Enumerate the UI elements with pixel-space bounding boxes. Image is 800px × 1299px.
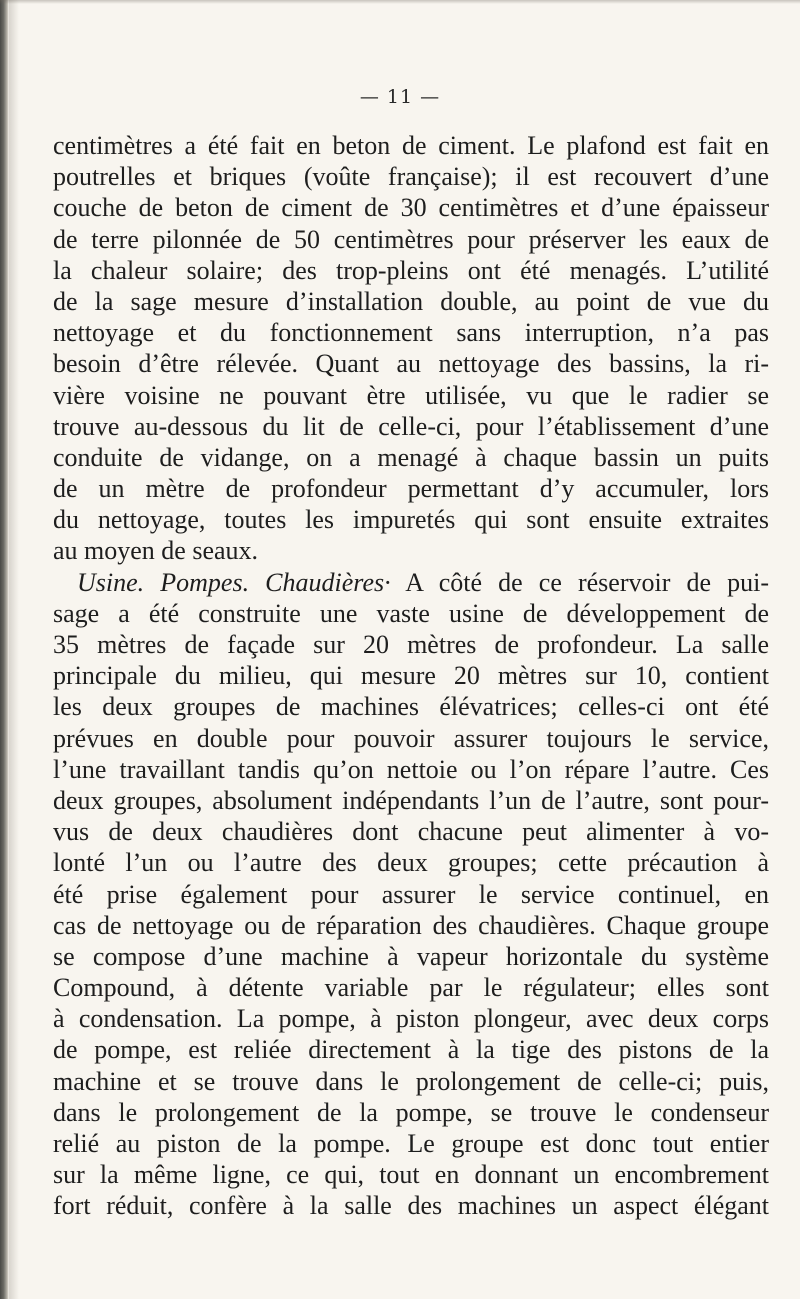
section-heading-line [53, 567, 769, 598]
heading-line-text: A côté de ce réservoir de pui- [405, 567, 769, 597]
paragraph-1 [53, 130, 769, 567]
text-line: de pompe, est reliée directement à la tige des pistons de la [53, 1035, 769, 1065]
text-line: vière voisine ne pouvant ètre utilisée, vu que le radier se [53, 380, 769, 410]
text-line: machine et se trouve dans le prolongement de celle-ci; puis, [53, 1066, 769, 1096]
text-line: au moyen de seaux. [53, 536, 259, 566]
text-line: sage a été construite une vaste usine de développement de [53, 598, 769, 628]
text-line: deux groupes, absolument indépendants l’un de l’autre, sont pour- [53, 785, 769, 815]
text-line: 35 mètres de façade sur 20 mètres de profondeur. La salle [53, 630, 769, 659]
text-line: principale du milieu, qui mesure 20 mètres sur 10, contient [53, 661, 769, 691]
body-text [53, 130, 769, 1222]
binding-shadow [9, 0, 19, 1299]
text-line: été prise également pour assurer le service continuel, en [53, 879, 769, 909]
paragraph-2 [53, 567, 769, 1222]
page-number: — 11 — [359, 86, 441, 108]
text-line: poutrelles et briques (voûte française); il est recouvert d’une [53, 162, 769, 192]
text-line: de terre pilonnée de 50 centimètres pour préserver les eaux de [53, 224, 769, 254]
text-line: Compound, à détente variable par le régulateur; elles sont [53, 973, 769, 1003]
text-line: dans le prolongement de la pompe, se trouve le condenseur [53, 1097, 769, 1127]
text-line: du nettoyage, toutes les impuretés qui sont ensuite extraites [53, 505, 769, 535]
text-line: la chaleur solaire; des trop-pleins ont été menagés. L’utilité [53, 255, 769, 285]
text-line: l’une travaillant tandis qu’on nettoie ou l’on répare l’autre. Ces [53, 754, 769, 784]
text-line: nettoyage et du fonctionnement sans interruption, n’a pas [53, 318, 769, 348]
text-line: de la sage mesure d’installation double, au point de vue du [53, 286, 769, 316]
text-line: lonté l’un ou l’autre des deux groupes; cette précaution à [53, 848, 769, 878]
text-line: centimètres a été fait en beton de ciment. Le plafond est fait en [53, 131, 769, 160]
text-line: relié au piston de la pompe. Le groupe est donc tout entier [53, 1129, 769, 1158]
text-line: couche de beton de ciment de 30 centimètres et d’une épaisseur [53, 193, 769, 223]
text-line: sur la même ligne, ce qui, tout en donnant un encombrement [53, 1160, 769, 1190]
text-line: conduite de vidange, on a menagé à chaque bassin un puits [53, 442, 769, 472]
text-line: prévues en double pour pouvoir assurer toujours le service, [53, 723, 769, 753]
text-line: trouve au-dessous du lit de celle-ci, pour l’établissement d’une [53, 411, 769, 441]
text-line: à condensation. La pompe, à piston plongeur, avec deux corps [53, 1004, 769, 1034]
page-top-edge [0, 0, 800, 4]
text-line: de un mètre de profondeur permettant d’y accumuler, lors [53, 474, 769, 504]
text-line: les deux groupes de machines élévatrices; celles-ci ont été [53, 692, 769, 722]
text-line: fort réduit, confère à la salle des machines un aspect élégant [53, 1191, 769, 1221]
book-binding-edge [0, 0, 9, 1299]
text-line: besoin d’être rélevée. Quant au nettoyage des bassins, la ri- [53, 349, 769, 379]
text-line: vus de deux chaudières dont chacune peut alimenter à vo- [53, 817, 769, 847]
text-line: cas de nettoyage ou de réparation des chaudières. Chaque groupe [53, 910, 769, 940]
text-line: se compose d’une machine à vapeur horizontale du système [53, 941, 769, 971]
section-heading: Usine. Pompes. Chaudières· [77, 567, 391, 597]
